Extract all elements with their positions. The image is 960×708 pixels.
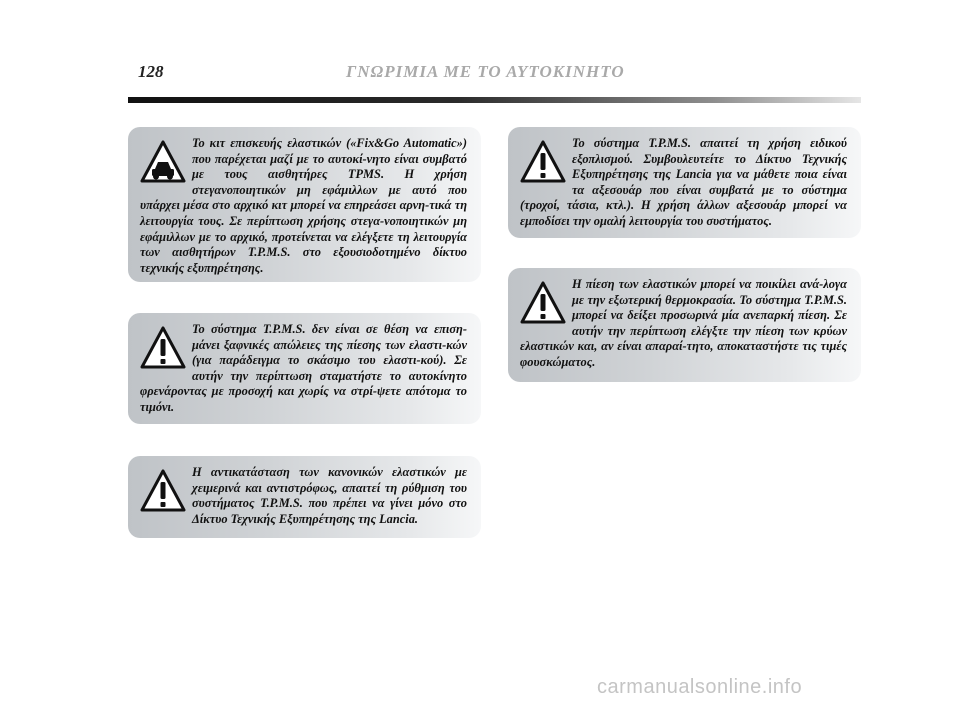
- warning-box-tyre-repair-kit: [128, 127, 481, 282]
- page-number: 128: [138, 62, 164, 81]
- warning-box-special-equipment: [508, 127, 861, 238]
- warning-triangle-icon: [520, 139, 566, 185]
- warning-box-winter-tyres: [128, 456, 481, 538]
- warning-text: Το κιτ επισκευής ελαστικών («Fix&Go Automatic») που παρέχεται μαζί με το αυτοκί-νητο είναι συμβατό με τους αισθητήρες TPMS. Η χρήση στεγανοποιητικών μη εφάμιλλων με αυτό που υπάρχει μέσα στο αρχικό κιτ μπορεί να επηρεάσει αρνη-τικά τη λειτουργία τους. Σε περίπτωση χρήσης στεγα-νοποιητικών μη εφάμιλλων με το αρχικό, προτείνεται να ελέγξετε τη λειτουργία των αισθητήρων T.P.M.S. στο εξουσιοδοτημένο δίκτυο τεχνικής εξυπηρέτησης.: [140, 136, 467, 275]
- warning-triangle-icon: [520, 280, 566, 326]
- warning-text: Το σύστημα T.P.M.S. απαιτεί τη χρήση ειδικού εξοπλισμού. Συμβουλευτείτε το Δίκτυο Τεχνικής Εξυπηρέτησης της Lancia για να μάθετε ποια είναι τα αξεσουάρ που είναι συμβατά με το σύστημα (τροχοί, τάσια, κτλ.). Η χρήση άλλων αξεσουάρ μπορεί να εμποδίσει την ομαλή λειτουργία του συστήματος.: [520, 136, 847, 228]
- warning-text: Το σύστημα T.P.M.S. δεν είναι σε θέση να επιση-μάνει ξαφνικές απώλειες της πίεσης των ελαστι-κών (για παράδειγμα το σκάσιμο του ελαστι-κού). Σε αυτήν την περίπτωση σταματήστε το αυτοκίνητο φρενάροντας με προσοχή και χωρίς να στρί-ψετε απότομα το τιμόνι.: [140, 322, 467, 414]
- warning-triangle-icon: [140, 468, 186, 514]
- warning-triangle-icon: [140, 325, 186, 371]
- warning-box-pressure-loss: [128, 313, 481, 424]
- watermark: carmanualsonline.info: [597, 676, 803, 698]
- warning-box-temperature: [508, 268, 861, 382]
- warning-text: Η πίεση των ελαστικών μπορεί να ποικίλει ανά-λογα με την εξωτερική θερμοκρασία. Το σύστημα T.P.M.S. μπορεί να δείξει προσωρινά μία ανεπαρκή πίεση. Σε αυτήν την περίπτωση ελέγξτε την πίεση των κρύων ελαστικών και, αν είναι απαραί-τητο, αποκαταστήστε τις τιμές φουσκώματος.: [520, 277, 847, 369]
- page-title: ΓΝΩΡΙΜΙΑ ΜΕ ΤΟ ΑΥΤΟΚΙΝΗΤΟ: [346, 62, 625, 81]
- tyre-repair-kit-warning-icon: [140, 139, 186, 185]
- warning-text: Η αντικατάσταση των κανονικών ελαστικών με χειμερινά και αντιστρόφως, απαιτεί τη ρύθμιση του συστήματος T.P.M.S. που πρέπει να γίνει μόνο στο Δίκτυο Τεχνικής Εξυπηρέτησης της Lancia.: [192, 465, 467, 526]
- header-rule: [128, 97, 861, 103]
